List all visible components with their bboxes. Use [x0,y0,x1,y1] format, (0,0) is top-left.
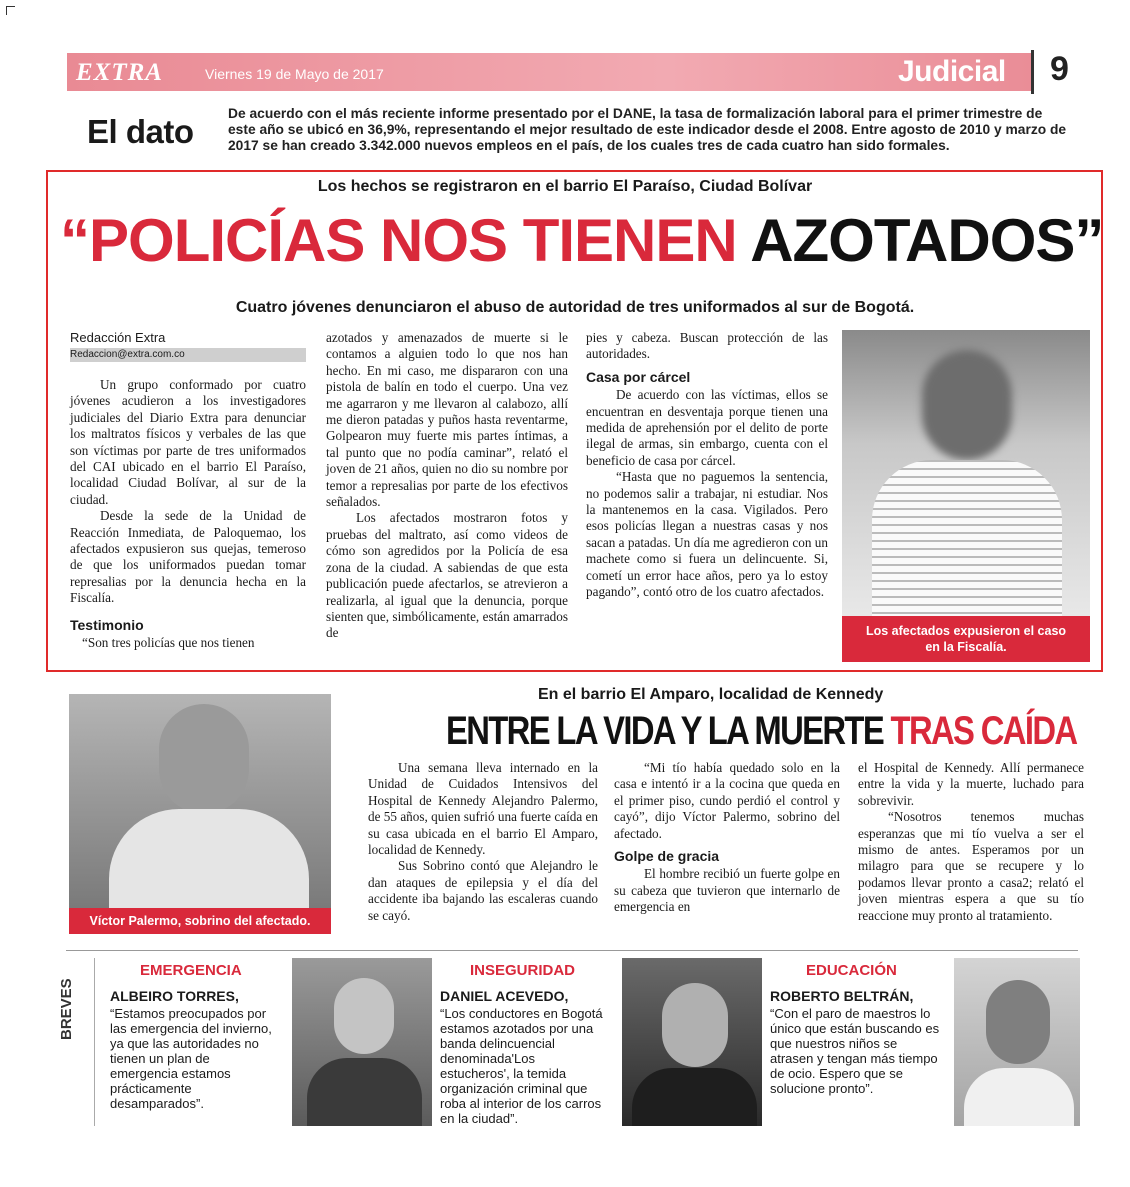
article1-subhead: Cuatro jóvenes denunciaron el abuso de autoridad de tres uniformados al sur de Bogotá. [235,299,915,316]
paragraph: azotados y amenazados de muerte si le contamos a alguien todo lo que nos han hecho. En mi caso, me dispararon con una pistola de balín en todo el cuerpo. Una vez me agarraron y me llevaron al calabozo, allí me dieron patadas y puños hasta reventarme, Golpearon muy fuerte mis partes íntimas, a tal punto que no podía caminar”, relató el joven de 21 años, quien no dio su nombre por temor a represalias por parte de los efectivos señalados. [326,330,568,510]
article1-headline [60,201,1104,281]
person-head [922,350,1012,460]
paragraph: “Nosotros tenemos muchas esperanzas que mi tío vuelva a ser el mismo de antes. Esperamos por un milagro para que se recupere y lo podamos llevar pronto a casa2; relató el joven mientras espera a que su tío reaccione muy pronto al tratamiento. [858,809,1084,923]
breve-category-2: INSEGURIDAD [470,962,576,979]
breves-label: BREVES [58,978,75,1040]
paragraph: Un grupo conformado por cuatro jóvenes acudieron a los investigadores judiciales del Diario Extra para denunciar los maltratos físicos y verbales de las que son víctimas por parte de tres uniformados del CAI ubicado en el barrio El Paraíso, localidad Ciudad Bolívar, al sur de la ciudad. [70,377,306,507]
paragraph: Los afectados mostraron fotos y pruebas del maltrato, así como videos de cómo son agredidos por la Policía de esa zona de la ciudad. A sabiendas de que esta publicación puede afectarlos, se atrevieron a realizarla, al igual que la denuncia, porque sienten que, simbólicamente, están amarrados de [326,510,568,641]
headline-red-part: TRAS CAÍDA [890,709,1077,753]
paragraph: De acuerdo con las víctimas, ellos se encuentran en desventaja porque tienen una medida de aprehensión por el delito de porte ilegal de armas, sin embargo, cuenta con el beneficio de casa por cárcel. [586,387,828,468]
breve-category-1: EMERGENCIA [140,962,242,979]
logo: EXTRA [76,59,163,86]
subheading-golpe-de-gracia: Golpe de gracia [614,848,720,865]
breves-side-bar [68,958,95,1126]
breves-divider [66,950,1078,951]
paragraph: “Son tres policías que nos tienen [82,635,255,651]
paragraph: “Mi tío había quedado solo en la casa e intentó ir a la cocina que queda en el primer piso, cundo perdió el control y cayó”, dijo Víctor Palermo, sobrino del afectado. [614,760,840,841]
paragraph: El hombre recibió un fuerte golpe en su cabeza que tuvieron que internarlo de emergencia en [614,866,840,915]
headline-black-part: AZOTADOS” [750,207,1104,274]
byline: Redacción Extra [70,330,166,345]
person-shirt [109,809,309,908]
photo-victor [69,694,331,908]
photo-afectado [842,330,1090,616]
paragraph: Desde la sede de la Unidad de Reacción Inmediata, de Paloquemao, los afectados expusieron sus quejas, temeroso de que los uniformados puedan tomar represalias por la denuncia hecha en la Fiscalía. [70,508,306,606]
article2-headline [446,703,1076,759]
breve-name-2: DANIEL ACEVEDO, [440,988,569,1004]
paragraph: Sus Sobrino contó que Alejandro le dan ataques de epilepsia y el día del accidente iba bajando las escaleras cuando se cayó. [368,858,598,923]
subheading-testimonio: Testimonio [70,616,144,633]
photo-caption-1: Los afectados expusieron el caso en la Fiscalía. [842,616,1090,662]
paragraph: Una semana lleva internado en la Unidad de Cuidados Intensivos del Hospital de Kennedy Alejandro Palermo, de 55 años, quien sufrió una fuerte caída en su casa ubicada en el barrio El Amparo, localidad de Kennedy. [368,760,598,858]
person-head [159,704,249,814]
article2-col1 [368,760,598,924]
paragraph: pies y cabeza. Buscan protección de las autoridades. [586,330,828,362]
person-head [986,980,1050,1064]
breve-photo-1 [292,958,432,1126]
headline-black-part: ENTRE LA VIDA Y LA MUERTE [446,709,884,753]
article2-col3 [858,760,1084,924]
photo-caption-2: Víctor Palermo, sobrino del afectado. [69,908,331,934]
person-head [662,983,728,1067]
article1-col1 [70,377,306,652]
article1-kicker: Los hechos se registraron en el barrio El Paraíso, Ciudad Bolívar [317,178,813,195]
crop-mark [6,6,15,15]
breve-category-3: EDUCACIÓN [806,962,897,979]
breve-name-3: ROBERTO BELTRÁN, [770,988,914,1004]
article1-col2 [326,330,568,642]
header-date: Viernes 19 de Mayo de 2017 [205,66,384,82]
breve-photo-2 [622,958,762,1126]
breve-name-1: ALBEIRO TORRES, [110,988,239,1004]
paragraph: “Hasta que no paguemos la sentencia, no podemos salir a trabajar, ni estudiar. Nos la mantenemos en la casa. Vigilados. Pero esos policías llegan a nuestras casas y nos sacan a patadas. Un día me agredieron con un machete como si fuera un delincuente. Si, cometí un error hace años, pero ya lo estoy pagando”, contó otro de los cuatro afectados. [586,469,828,600]
person-head [334,978,394,1054]
breve-quote-1: “Estamos preocupados por las emergencia del invierno, ya que las autoridades no tienen un plan de emergencia estamos prácticamente desamparados”. [110,1006,272,1111]
breve-quote-3: “Con el paro de maestros lo único que están buscando es que nuestros niños se atrasen y tengan más tiempo de ocio. Espero que se solucione pronto”. [770,1006,940,1096]
article2-col2 [614,760,840,916]
dato-label: El dato [87,113,194,150]
subheading-casa-por-carcel: Casa por cárcel [586,368,691,385]
article1-col3 [586,330,828,601]
headline-red-part: “POLICÍAS NOS TIENEN [60,207,737,274]
section-title: Judicial [898,55,1006,88]
breve-quote-2: “Los conductores en Bogotá estamos azotados por una banda delincuencial denominada'Los estucheros', la temida organización criminal que roba al interior de los carros en la ciudad”. [440,1006,603,1126]
article2-kicker: En el barrio El Amparo, localidad de Kennedy [538,686,884,703]
dato-text: De acuerdo con el más reciente informe presentado por el DANE, la tasa de formalización laboral para el primer trimestre de este año se ubicó en 36,9%, representando el mejor resultado de este indicador desde el 2008. Entre agosto de 2010 y marzo de 2017 se han creado 3.342.000 nuevos empleos en el país, de los cuales tres de cada cuatro han sido formales. [228,106,1067,153]
page-number: 9 [1050,50,1069,88]
person-shirt [632,1068,757,1126]
byline-email: Redaccion@extra.com.co [70,349,185,360]
person-shirt [964,1068,1074,1126]
person-shirt [872,460,1062,616]
breve-photo-3 [954,958,1080,1126]
person-shirt [307,1058,422,1126]
paragraph: el Hospital de Kennedy. Allí permanece entre la vida y la muerte, luchado para sobrevivir. [858,760,1084,808]
